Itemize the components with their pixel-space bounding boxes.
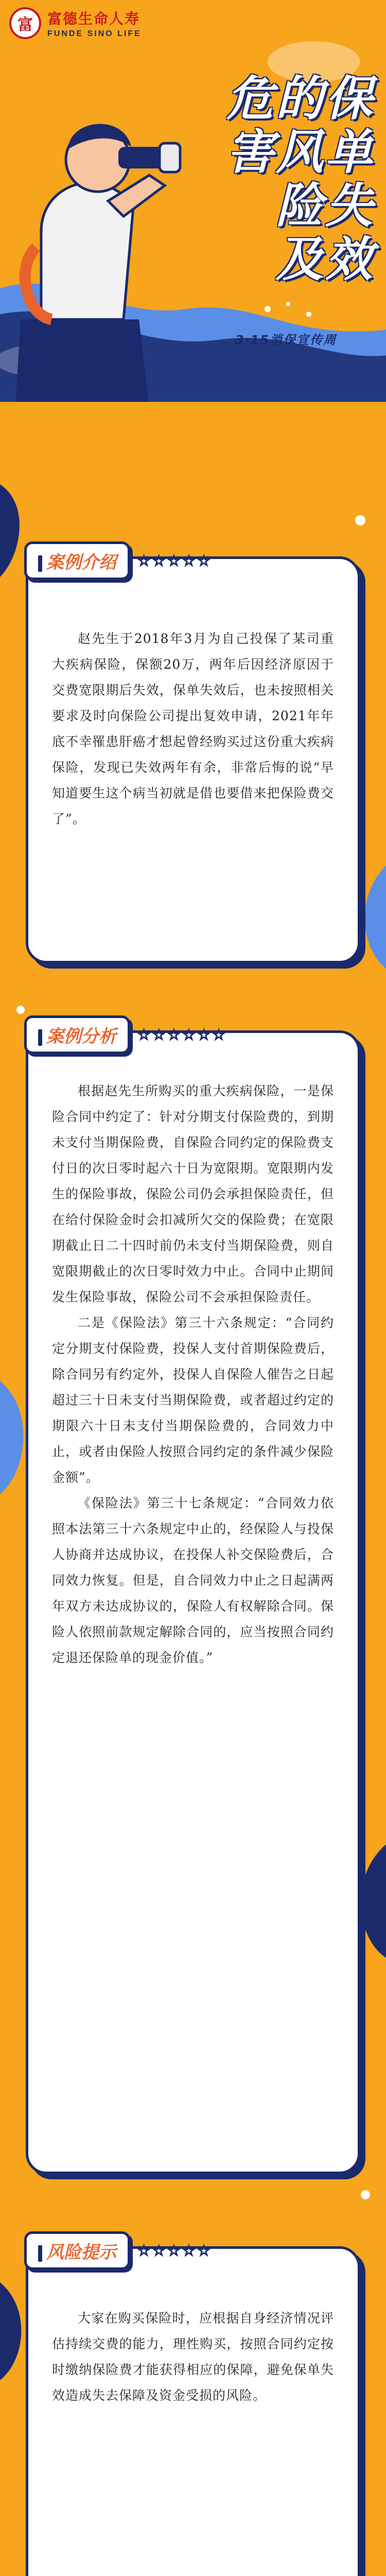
section-header [24, 2231, 210, 2270]
star-icon: ☆ [182, 2242, 196, 2259]
section-tag-label: 风险提示 [46, 2242, 116, 2263]
section-tag [24, 1015, 130, 1054]
star-icon: ☆ [152, 552, 166, 569]
star-icon: ☆ [152, 2242, 166, 2259]
paragraph: 大家在购买保险时，应根据自身经济情况评估持续交费的能力，理性购买，按照合同约定按时缴纳保险费才能获得相应的保障，避免保单失效造成失去保障及资金受损的风险。 [52, 2311, 334, 2403]
brand-logo-icon: 富 [9, 7, 41, 39]
star-icon: ☆ [152, 1026, 166, 1043]
star-icon: ☆ [197, 1026, 210, 1043]
star-icon: ☆ [182, 1026, 196, 1043]
star-row [137, 1028, 225, 1042]
star-icon: ☆ [212, 1026, 225, 1043]
hero-title-line-2: 害风单 [226, 125, 375, 180]
brand-name-cn: 富德生命人寿 [47, 10, 141, 27]
section-body [28, 1033, 358, 1671]
star-icon: ☆ [137, 2242, 151, 2259]
star-icon: ☆ [137, 1026, 151, 1043]
section-tag-label: 案例分析 [46, 1026, 116, 1047]
paragraph: 赵先生于2018年3月为自己投保了某司重大疾病保险，保额20万，两年后因经济原因于交费宽限期后失效，保单失效后，也未按照相关要求及时向保险公司提出复效申请，2021年年底不幸罹患肝癌才想起曾经购买过这份重大疾病保险，发现已失效两年有余，非常后悔的说“早知道要生这个病当初就是借也要借来把保险费交了”。 [52, 631, 334, 826]
section-case-intro [26, 552, 360, 963]
paragraph: 《保险法》第三十七条规定：“合同效力依照本法第三十六条规定中止的，经保险人与投保人协商并达成协议，在投保人补交保险费后，合同效力恢复。但是，自合同效力中止之日起满两年双方未达成协议的，保险人有权解除合同。保险人依照前款规定解除合同的，应当按照合同约定退还保险单的现金价值。” [52, 1496, 334, 1665]
section-header [24, 541, 210, 580]
brand-logo [9, 7, 142, 39]
section-risk-warning [26, 2242, 360, 2576]
star-icon: ☆ [167, 1026, 181, 1043]
section-tag [24, 2231, 130, 2270]
star-icon: ☆ [197, 552, 210, 569]
section-header [24, 1015, 225, 1054]
star-row [137, 554, 210, 568]
hero-subtitle: 3·15消保宣传周 [235, 333, 337, 347]
section-body [28, 2249, 358, 2409]
star-icon: ☆ [182, 552, 196, 569]
hero-title-line-3: 险失 [275, 178, 375, 233]
section-tag [24, 541, 130, 580]
section-body [28, 559, 358, 832]
star-icon: ☆ [197, 2242, 210, 2259]
star-icon: ☆ [137, 552, 151, 569]
star-row [137, 2244, 210, 2258]
section-case-analysis [26, 1026, 360, 2174]
hero-title-line-1: 危的保 [226, 71, 375, 126]
hero-title-line-4: 及效 [275, 232, 375, 287]
paragraph: 二是《保险法》第三十六条规定：“合同约定分期支付保险费，投保人支付首期保险费后，除合同另有约定外，投保人自保险人催告之日起超过三十日未支付当期保险费，或者超过约定的期限六十日未支付当期保险费的，合同效力中止，或者由保险人按照合同约定的条件减少保险金额”。 [52, 1315, 334, 1485]
star-icon: ☆ [167, 2242, 181, 2259]
paragraph: 根据赵先生所购买的重大疾病保险，一是保险合同中约定了：针对分期支付保险费的，到期未支付当期保险费，自保险合同约定的保险费支付日的次日零时起六十日为宽限期。宽限期内发生的保险事故，保险公司仍会承担保险责任，但在给付保险金时会扣减所欠交的保险费；在宽限期截止日二十四时前仍未支付当期保险费，则自宽限期截止的次日零时效力中止。合同中止期间发生保险事故，保险公司不会承担保险责任。 [52, 1083, 334, 1304]
section-tag-label: 案例介绍 [46, 552, 116, 573]
hero-title [226, 72, 375, 286]
hero-banner [0, 0, 386, 402]
brand-name-en: FUNDE SINO LIFE [47, 29, 142, 38]
star-icon: ☆ [167, 552, 181, 569]
